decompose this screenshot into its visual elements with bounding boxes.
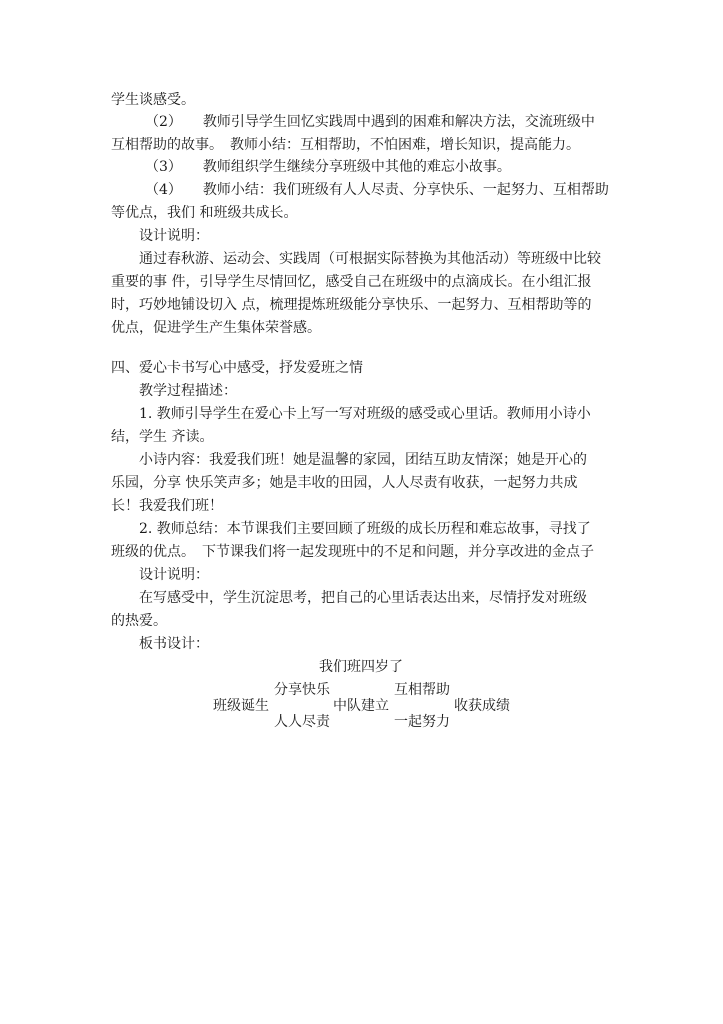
section-subheading: 板书设计： [139, 636, 209, 652]
text-line: 班级的优点。 下节课我们将一起发现班中的不足和问题，并分享改进的金点子 [111, 544, 594, 560]
board-item: 一起努力 [394, 714, 450, 730]
text-line: 2. 教师总结：本节课我们主要回顾了班级的成长历程和难忘故事，寻找了 [139, 521, 591, 537]
text-line: （3） 教师组织学生继续分享班级中其他的难忘小故事。 [145, 159, 511, 175]
board-item: 分享快乐 [274, 682, 330, 698]
text-line: 长！我爱我们班！ [111, 498, 223, 514]
board-item: 中队建立 [333, 698, 389, 714]
text-line: 乐园，分享 快乐笑声多；她是丰收的田园，人人尽责有收获，一起努力共成 [111, 475, 578, 491]
board-item: 班级诞生 [213, 698, 269, 714]
section-subheading: 设计说明： [139, 567, 209, 583]
text-line: 的热爱。 [111, 613, 167, 629]
text-line: 小诗内容：我爱我们班！她是温馨的家园，团结互助友情深；她是开心的 [139, 452, 587, 468]
board-item: 互相帮助 [394, 682, 450, 698]
section-subheading: 教学过程描述： [139, 383, 237, 399]
board-title: 我们班四岁了 [319, 659, 403, 675]
text-line: 时，巧妙地铺设切入 点，梳理提炼班级能分享快乐、一起努力、互相帮助等的 [111, 297, 592, 313]
text-line: 互相帮助的故事。 教师小结：互相帮助，不怕困难，增长知识，提高能力。 [111, 137, 580, 153]
text-line: （4） 教师小结：我们班级有人人尽责、分享快乐、一起努力、互相帮助 [145, 182, 609, 198]
board-item: 人人尽责 [274, 714, 330, 730]
text-line: 重要的事 件，引导学生尽情回忆，感受自己在班级中的点滴成长。在小组汇报 [111, 274, 592, 290]
text-line: （2） 教师引导学生回忆实践周中遇到的困难和解决方法，交流班级中 [145, 114, 595, 130]
text-line: 在写感受中，学生沉淀思考，把自己的心里话表达出来，尽情抒发对班级 [139, 590, 587, 606]
section-subheading: 设计说明： [139, 228, 209, 244]
text-line: 等优点，我们 和班级共成长。 [111, 205, 298, 221]
text-line: 结，学生 齐读。 [111, 429, 214, 445]
text-line: 优点，促进学生产生集体荣誉感。 [111, 320, 321, 336]
board-item: 收获成绩 [454, 698, 510, 714]
text-line: 通过春秋游、运动会、实践周（可根据实际替换为其他活动）等班级中比较 [139, 251, 601, 267]
text-line: 1. 教师引导学生在爱心卡上写一写对班级的感受或心里话。教师用小诗小 [139, 406, 591, 422]
section-heading: 四、爱心卡书写心中感受，抒发爱班之情 [111, 360, 363, 376]
text-line: 学生谈感受。 [111, 92, 195, 108]
